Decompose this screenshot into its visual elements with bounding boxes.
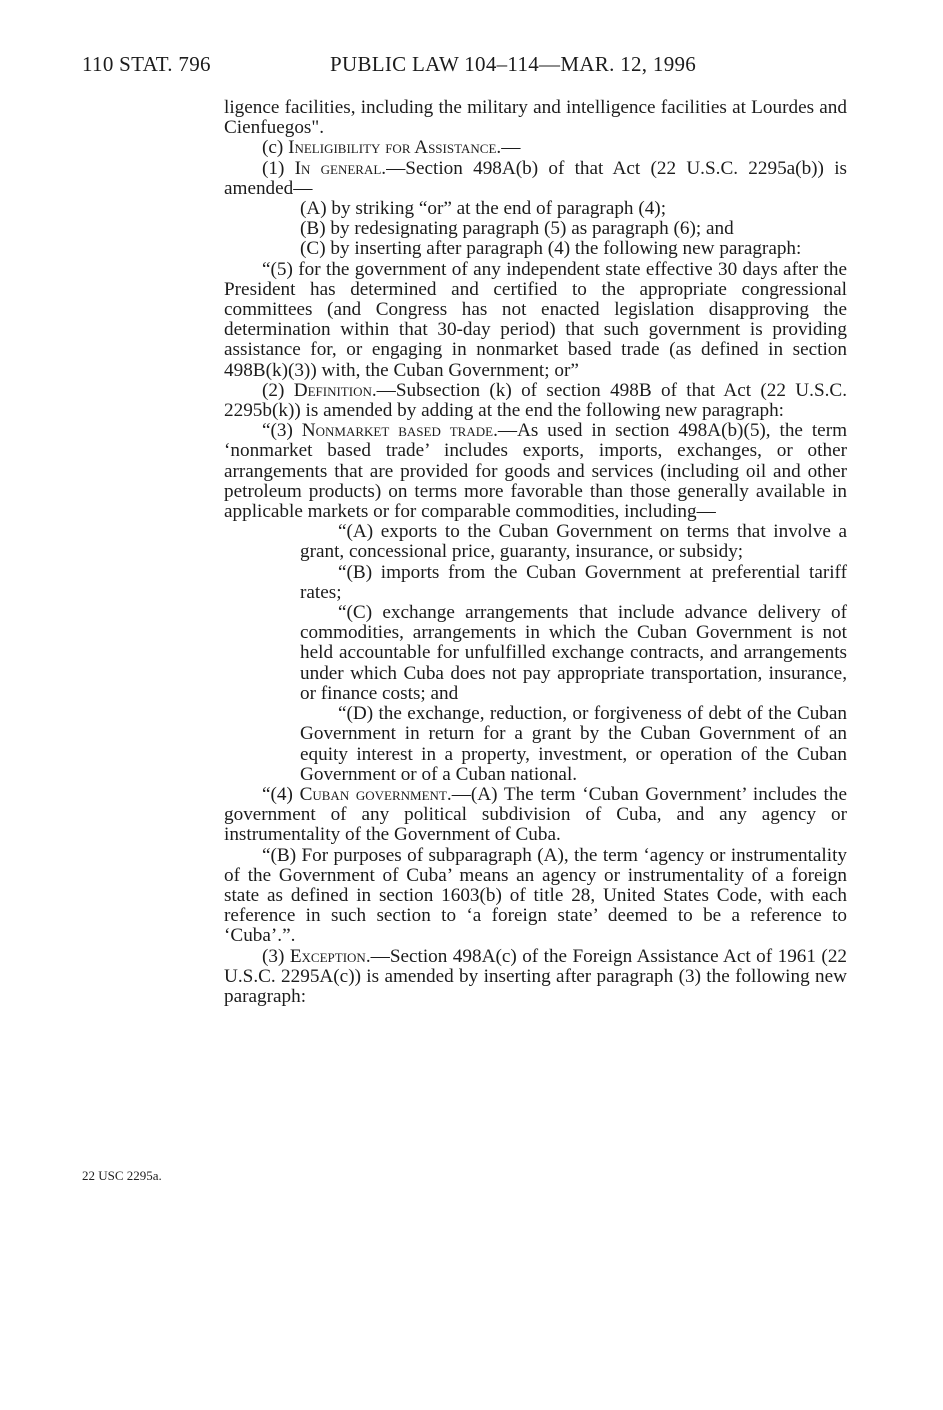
quoted-paragraph-4: “(4) Cuban government.—(A) The term ‘Cuban Government’ includes the government of any political subdivision of Cuba, and any agency or instrumentality of the Government of Cuba.	[224, 783, 847, 846]
quoted-paragraph-4-b: “(B) For purposes of subparagraph (A), the term ‘agency or instrumentality of the Government of Cuba’ means an agency or instrumentality of a foreign state as defined in section 1603(b) of title 28, United States Code, with each reference in such section to ‘a foreign state’ deemed to be a reference to ‘Cuba’.”.	[224, 844, 847, 947]
quoted-subparagraph-c: “(C) exchange arrangements that include advance delivery of commodities, arrangements in which the Cuban Government is not held accountable for unfulfilled exchange contracts, and arrangements under which Cuba does not pay appropriate transportation, insurance, or finance costs; and	[300, 602, 847, 704]
page-number: 110 STAT. 796	[82, 52, 211, 76]
subsection-c-heading: (c) Ineligibility for Assistance.—	[262, 137, 521, 159]
paragraph-c1-b: (B) by redesignating paragraph (5) as paragraph (6); and	[300, 218, 734, 240]
quoted-paragraph-5: “(5) for the government of any independent state effective 30 days after the President has determined and certified to the appropriate congressional committees (and Congress has not enacted legislation disapproving the determination within that 30-day period) that such government is providing assistance for, or engaging in nonmarket based trade (as defined in section 498B(k)(3)) with, the Cuban Government; or”	[224, 258, 847, 381]
body-text	[224, 98, 847, 1007]
paragraph-c1-c: (C) by inserting after paragraph (4) the following new paragraph:	[300, 238, 802, 260]
quoted-subparagraph-b: “(B) imports from the Cuban Government at preferential tariff rates;	[300, 561, 847, 603]
quoted-paragraph-3: “(3) Nonmarket based trade.—As used in section 498A(b)(5), the term ‘nonmarket based trade’ includes exports, imports, exchanges, or other arrangements that are provided for goods and services (including oil and other petroleum products) on terms more favorable than those generally available in applicable markets or for comparable commodities, including—	[224, 420, 848, 523]
quoted-subparagraph-d: “(D) the exchange, reduction, or forgiveness of debt of the Cuban Government in return for a grant by the Cuban Government of an equity interest in a property, investment, or operation of the Cuban Government or of a Cuban national.	[300, 703, 847, 785]
paragraph-c1-a: (A) by striking “or” at the end of paragraph (4);	[300, 198, 667, 220]
paragraph-c3: (3) Exception.—Section 498A(c) of the Foreign Assistance Act of 1961 (22 U.S.C. 2295A(c)) is amended by inserting after paragraph (3) the following new paragraph:	[224, 945, 848, 1007]
margin-note: 22 USC 2295a.	[82, 1168, 162, 1183]
running-head: PUBLIC LAW 104–114—MAR. 12, 1996	[330, 52, 697, 76]
continuation-paragraph: ligence facilities, including the military and intelligence facilities at Lourdes and Cienfuegos".	[224, 97, 847, 139]
page-header	[82, 52, 902, 82]
quoted-subparagraph-a: “(A) exports to the Cuban Government on terms that involve a grant, concessional price, guaranty, insurance, or subsidy;	[300, 521, 847, 563]
quoted-subparagraphs	[300, 522, 847, 785]
paragraph-c1: (1) In general.—Section 498A(b) of that Act (22 U.S.C. 2295a(b)) is amended—	[224, 157, 847, 199]
paragraph-c2: (2) Definition.—Subsection (k) of section 498B of that Act (22 U.S.C. 2295b(k)) is amended by adding at the end the following new paragraph:	[224, 379, 848, 422]
